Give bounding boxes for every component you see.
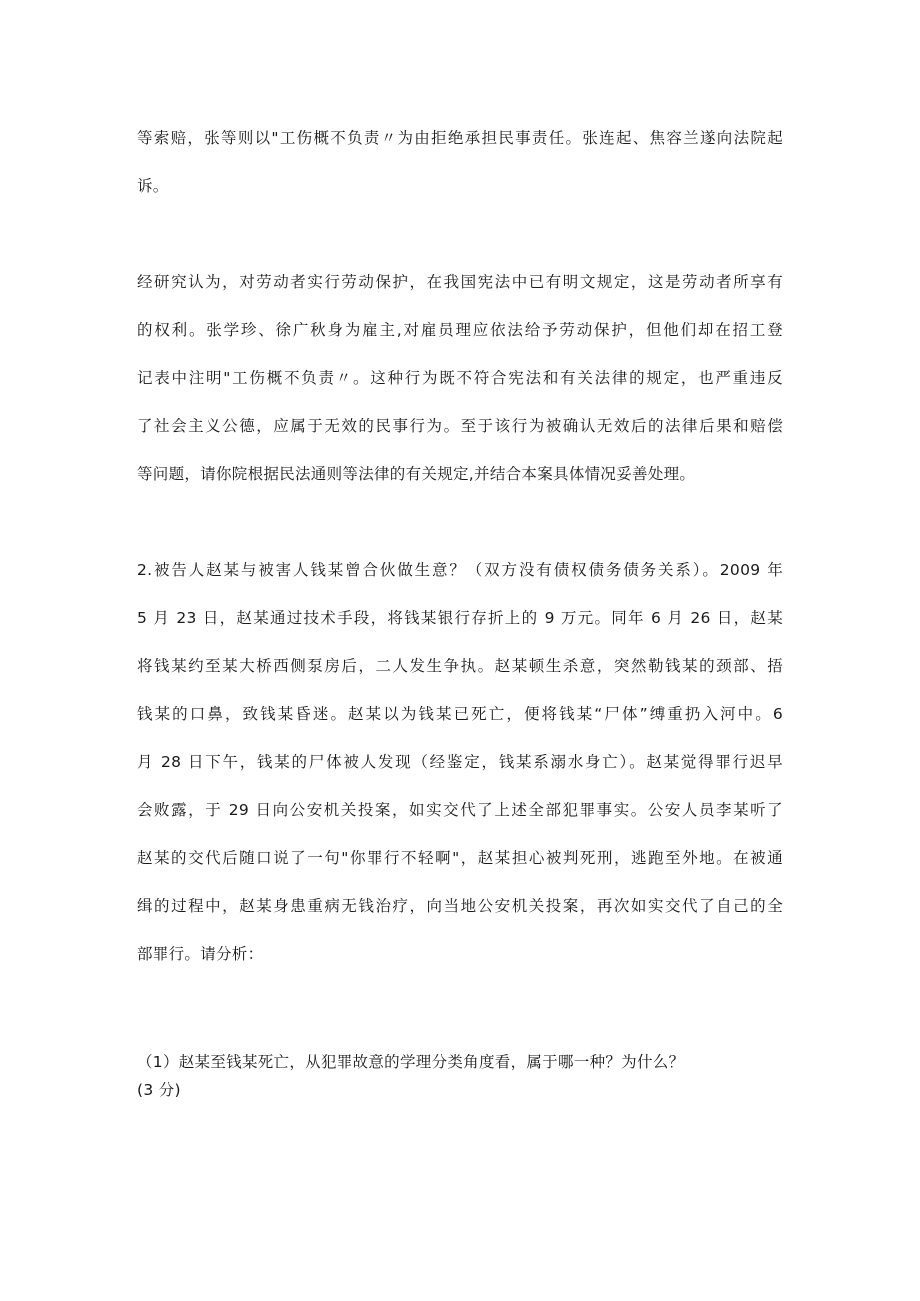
paragraph-1-line-2: 诉。 [137,177,169,195]
paragraph-2-line-3: 记表中注明"工伤概不负责〃。这种行为既不符合宪法和有关法律的规定，也严重违反 [137,369,783,387]
paragraph-2-line-1: 经研究认为，对劳动者实行劳动保护，在我国宪法中已有明文规定，这是劳动者所享有 [137,273,783,291]
question-1-score: (3 分) [137,1081,181,1099]
paragraph-3-line-8: 缉的过程中，赵某身患重病无钱治疗，向当地公安机关投案，再次如实交代了自己的全 [137,897,783,915]
paragraph-3-line-7: 赵某的交代后随口说了一句"你罪行不轻啊"，赵某担心被判死刑，逃跑至外地。在被通 [137,849,783,867]
paragraph-3-line-6: 会败露，于 29 日向公安机关投案，如实交代了上述全部犯罪事实。公安人员李某听了 [137,801,783,819]
paragraph-2-line-5: 等问题，请你院根据民法通则等法律的有关规定,并结合本案具体情况妥善处理。 [137,465,696,483]
paragraph-1-line-1: 等索赔，张等则以"工伤概不负责〃为由拒绝承担民事责任。张连起、焦容兰遂向法院起 [137,129,783,147]
paragraph-2-line-4: 了社会主义公德，应属于无效的民事行为。至于该行为被确认无效后的法律后果和赔偿 [137,417,783,435]
paragraph-3-line-4: 钱某的口鼻，致钱某昏迷。赵某以为钱某已死亡，便将钱某“尸体”缚重扔入河中。6 [137,705,783,723]
paragraph-3-line-9: 部罪行。请分析： [137,945,264,963]
question-1-text: （1）赵某至钱某死亡，从犯罪故意的学理分类角度看，属于哪一种？为什么？ [137,1053,685,1071]
paragraph-3-line-3: 将钱某约至某大桥西侧泵房后，二人发生争执。赵某顿生杀意，突然勒钱某的颈部、捂 [137,657,783,675]
paragraph-3-line-2: 5 月 23 日，赵某通过技术手段，将钱某银行存折上的 9 万元。同年 6 月 26 日，赵某 [137,609,783,627]
paragraph-3-line-5: 月 28 日下午，钱某的尸体被人发现（经鉴定，钱某系溺水身亡）。赵某觉得罪行迟早 [137,753,783,771]
paragraph-3-line-1: 2.被告人赵某与被害人钱某曾合伙做生意？（双方没有债权债务债务关系）。2009 年 [137,561,783,579]
paragraph-2-line-2: 的权利。张学珍、徐广秋身为雇主,对雇员理应依法给予劳动保护，但他们却在招工登 [137,321,783,339]
